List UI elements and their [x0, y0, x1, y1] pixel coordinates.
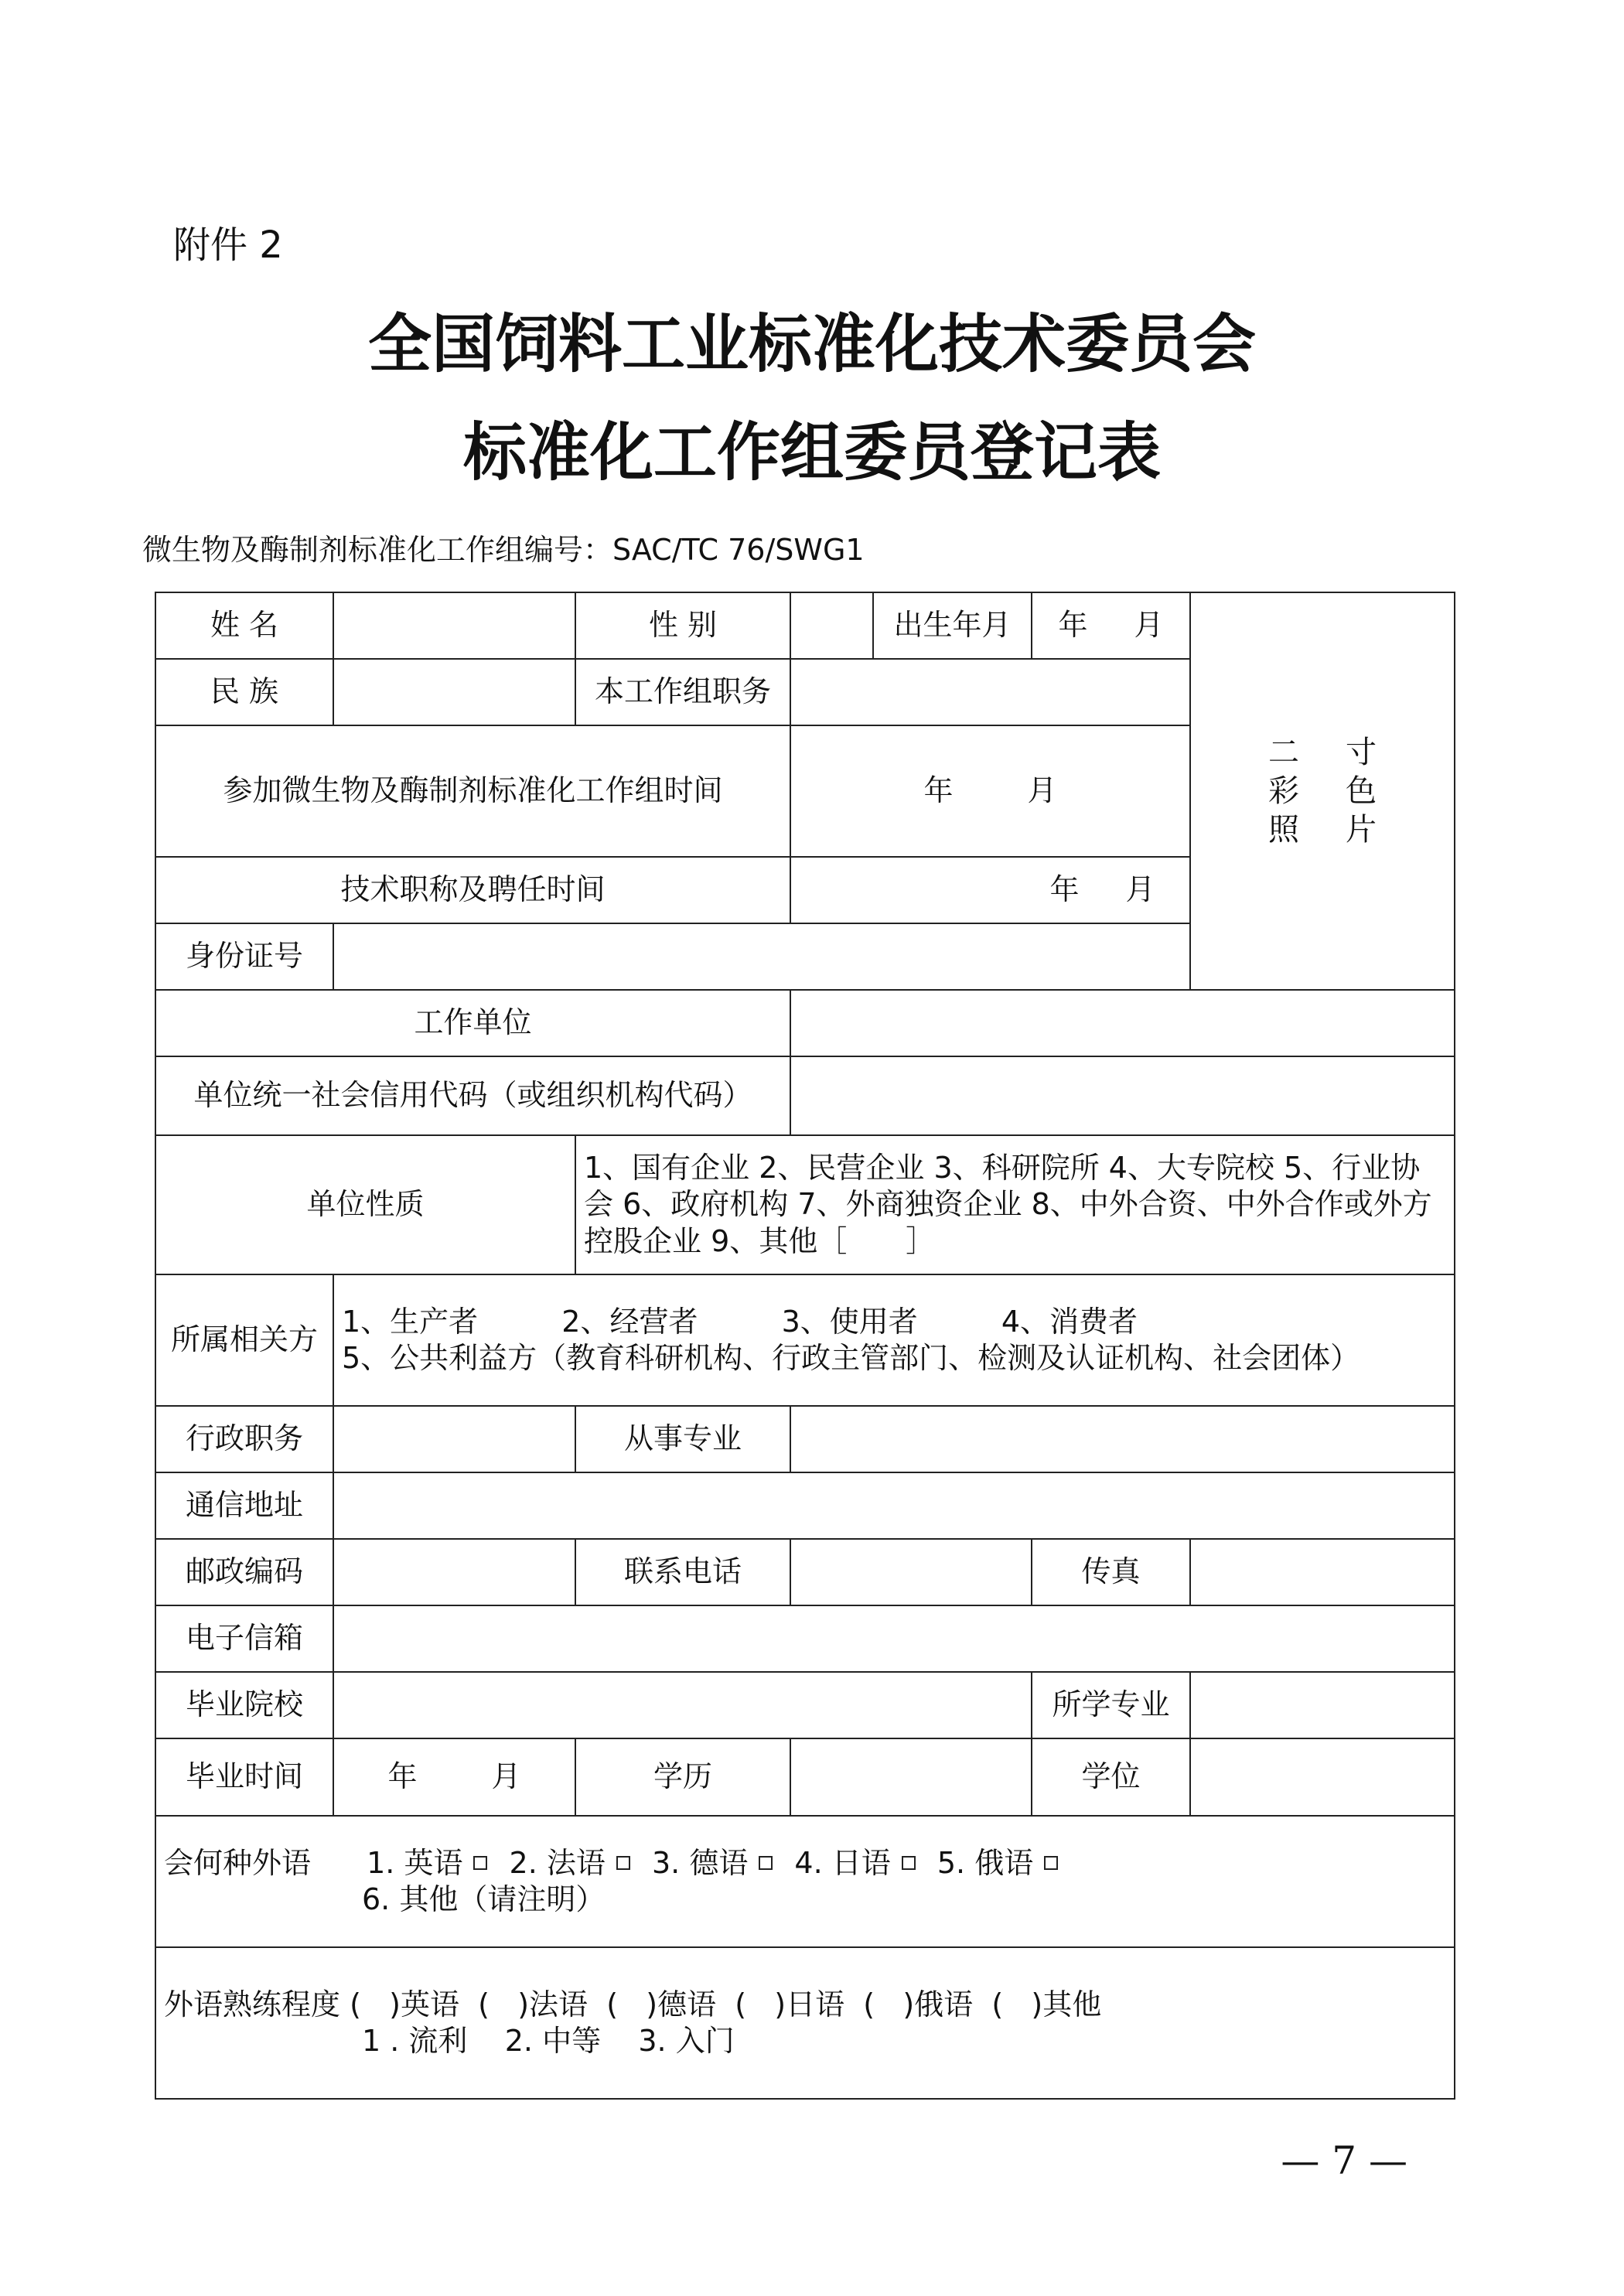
degree-field[interactable] [1190, 1738, 1455, 1816]
join-time-field[interactable] [790, 725, 1190, 857]
unit-nature-label: 单位性质 [155, 1135, 575, 1274]
grad-month-label: 月 [491, 1759, 521, 1794]
group-code: 微生物及酶制剂标准化工作组编号：SAC/TC 76/SWG1 [142, 533, 865, 567]
birth-label: 出生年月 [873, 592, 1032, 659]
major-field[interactable] [1190, 1672, 1455, 1738]
credit-code-label: 单位统一社会信用代码（或组织机构代码） [155, 1056, 790, 1135]
address-label: 通信地址 [155, 1472, 333, 1539]
checkbox-russian[interactable] [1044, 1856, 1058, 1870]
proficiency-row [155, 1947, 1455, 2099]
admin-position-field[interactable] [333, 1406, 575, 1472]
language-option-french[interactable]: 2. 法语 [509, 1845, 606, 1880]
major-label: 所学专业 [1032, 1672, 1190, 1738]
school-label: 毕业院校 [155, 1672, 333, 1738]
gender-label: 性 别 [575, 592, 790, 659]
fax-label: 传真 [1032, 1539, 1190, 1605]
language-option-other[interactable]: 6. 其他（请注明） [362, 1882, 606, 1916]
tech-year-label: 年 [1049, 872, 1080, 907]
join-time-label: 参加微生物及酶制剂标准化工作组时间 [155, 725, 790, 857]
tech-title-field[interactable] [790, 857, 1190, 923]
education-label: 学历 [575, 1738, 790, 1816]
photo-char: 二 [1268, 735, 1299, 770]
birth-field[interactable] [1032, 592, 1190, 659]
id-number-label: 身份证号 [155, 923, 333, 990]
address-field[interactable] [333, 1472, 1455, 1539]
unit-nature-options[interactable]: 1、国有企业 2、民营企业 3、科研院所 4、大专院校 5、行业协会 6、政府机构 7、外商独资企业 8、中外合资、中外合作或外方控股企业 9、其他［ ］ [575, 1135, 1455, 1274]
photo-char: 照 [1268, 812, 1299, 848]
stakeholder-option[interactable]: 5、公共利益方（教育科研机构、行政主管部门、检测及认证机构、社会团体） [342, 1341, 1360, 1375]
photo-char: 彩 [1268, 773, 1299, 809]
checkbox-german[interactable] [759, 1856, 773, 1870]
tech-month-label: 月 [1125, 872, 1155, 907]
id-number-field[interactable] [333, 923, 1190, 990]
name-label: 姓 名 [155, 592, 333, 659]
grad-time-label: 毕业时间 [155, 1738, 333, 1816]
admin-position-label: 行政职务 [155, 1406, 333, 1472]
languages-row [155, 1816, 1455, 1947]
postcode-field[interactable] [333, 1539, 575, 1605]
school-field[interactable] [333, 1672, 1032, 1738]
stakeholder-option[interactable]: 2、经营者 [561, 1304, 698, 1339]
proficiency-label: 外语熟练程度 [164, 1987, 341, 2021]
join-year-label: 年 [923, 773, 954, 808]
join-month-label: 月 [1027, 773, 1057, 808]
proficiency-levels: 1 . 流利 2. 中等 3. 入门 [362, 2024, 735, 2058]
work-unit-field[interactable] [790, 990, 1455, 1056]
photo-char: 寸 [1346, 735, 1377, 770]
stakeholder-option[interactable]: 3、使用者 [781, 1304, 918, 1339]
grad-year-label: 年 [387, 1759, 418, 1794]
tech-title-label: 技术职称及聘任时间 [155, 857, 790, 923]
language-option-japanese[interactable]: 4. 日语 [794, 1845, 891, 1880]
postcode-label: 邮政编码 [155, 1539, 333, 1605]
grad-time-field[interactable] [333, 1738, 575, 1816]
page-number: — 7 — [1281, 2138, 1407, 2183]
photo-area[interactable] [1190, 592, 1455, 990]
birth-month-label: 月 [1134, 608, 1164, 643]
stakeholder-options[interactable] [333, 1274, 1455, 1406]
registration-form-table [155, 592, 1455, 2100]
gender-field[interactable] [790, 592, 873, 659]
birth-year-label: 年 [1058, 608, 1088, 643]
ethnicity-label: 民 族 [155, 659, 333, 725]
phone-field[interactable] [790, 1539, 1032, 1605]
form-title-line1: 全国饲料工业标准化技术委员会 [367, 307, 1256, 381]
group-position-field[interactable] [790, 659, 1190, 725]
specialty-label: 从事专业 [575, 1406, 790, 1472]
attachment-label: 附件 2 [173, 223, 283, 267]
language-option-german[interactable]: 3. 德语 [651, 1845, 749, 1880]
name-field[interactable] [333, 592, 575, 659]
ethnicity-field[interactable] [333, 659, 575, 725]
languages-label: 会何种外语 [164, 1845, 312, 1880]
fax-field[interactable] [1190, 1539, 1455, 1605]
work-unit-label: 工作单位 [155, 990, 790, 1056]
proficiency-items[interactable]: ( )英语 ( )法语 ( )德语 ( )日语 ( )俄语 ( )其他 [350, 1987, 1102, 2021]
checkbox-japanese[interactable] [902, 1856, 916, 1870]
checkbox-french[interactable] [616, 1856, 630, 1870]
phone-label: 联系电话 [575, 1539, 790, 1605]
stakeholder-label: 所属相关方 [155, 1274, 333, 1406]
education-field[interactable] [790, 1738, 1032, 1816]
checkbox-english[interactable] [473, 1856, 487, 1870]
group-position-label: 本工作组职务 [575, 659, 790, 725]
stakeholder-option[interactable]: 1、生产者 [342, 1304, 479, 1339]
credit-code-field[interactable] [790, 1056, 1455, 1135]
specialty-field[interactable] [790, 1406, 1455, 1472]
photo-char: 色 [1346, 773, 1377, 809]
email-field[interactable] [333, 1605, 1455, 1672]
language-option-russian[interactable]: 5. 俄语 [937, 1845, 1034, 1880]
language-option-english[interactable]: 1. 英语 [367, 1845, 463, 1880]
degree-label: 学位 [1032, 1738, 1190, 1816]
stakeholder-option[interactable]: 4、消费者 [1001, 1304, 1138, 1339]
email-label: 电子信箱 [155, 1605, 333, 1672]
form-title-line2: 标准化工作组委员登记表 [462, 415, 1161, 490]
photo-char: 片 [1346, 812, 1377, 848]
